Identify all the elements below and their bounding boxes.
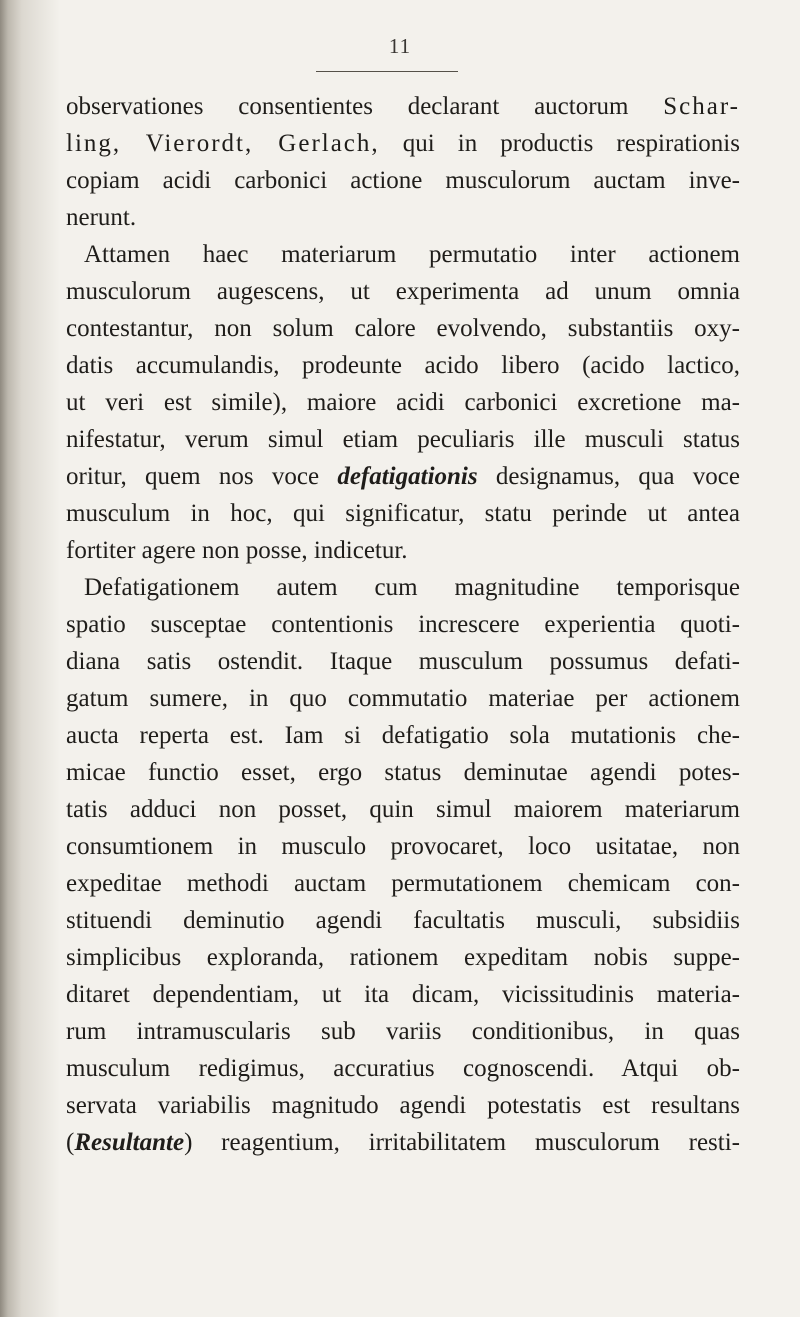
text-run: rum intramuscularis sub variis conditionibus, in quas xyxy=(66,1018,740,1045)
text-run: stituendi deminutio agendi facultatis musculi, subsidiis xyxy=(66,907,740,934)
text-run: ) reagentium, irritabilitatem musculorum resti- xyxy=(184,1129,740,1156)
text-run: tatis adduci non posset, quin simul maiorem materiarum xyxy=(66,796,740,823)
text-line xyxy=(66,828,740,865)
text-run: oritur, quem nos voce xyxy=(66,463,338,490)
text-line xyxy=(66,643,740,680)
text-run: micae functio esset, ergo status deminutae agendi potes- xyxy=(66,759,740,786)
text-line xyxy=(66,606,740,643)
body-text xyxy=(66,88,740,1161)
text-run: fortiter agere non posse, indicetur. xyxy=(66,537,408,564)
text-line xyxy=(66,791,740,828)
text-line xyxy=(66,199,740,236)
text-run: Schar- xyxy=(663,93,740,120)
text-run: copiam acidi carbonici actione musculorum auctam inve- xyxy=(66,167,740,194)
text-line xyxy=(66,236,740,273)
text-run: ut veri est simile), maiore acidi carbonici excretione ma- xyxy=(66,389,740,416)
text-line xyxy=(66,1013,740,1050)
emphasized-term: defatigationis xyxy=(337,463,478,490)
text-run: musculum in hoc, qui significatur, statu perinde ut antea xyxy=(66,500,740,527)
text-run: designamus, qua voce xyxy=(477,463,740,490)
text-line xyxy=(66,495,740,532)
text-run: expeditae methodi auctam permutationem chemicam con- xyxy=(66,870,740,897)
text-line xyxy=(66,717,740,754)
text-line xyxy=(66,1050,740,1087)
text-run: Defatigationem autem cum magnitudine temporisque xyxy=(84,574,740,601)
text-line xyxy=(66,384,740,421)
page-edge-shadow xyxy=(0,0,60,1317)
text-line xyxy=(66,680,740,717)
text-run: servata variabilis magnitudo agendi potestatis est resultans xyxy=(66,1092,740,1119)
text-line xyxy=(66,162,740,199)
text-line xyxy=(66,939,740,976)
text-line xyxy=(66,310,740,347)
text-run: gatum sumere, in quo commutatio materiae per actionem xyxy=(66,685,740,712)
text-run: consumtionem in musculo provocaret, loco usitatae, non xyxy=(66,833,740,860)
text-line xyxy=(66,754,740,791)
text-line xyxy=(66,976,740,1013)
text-run: datis accumulandis, prodeunte acido libero (acido lactico, xyxy=(66,352,740,379)
text-line xyxy=(66,347,740,384)
text-run: nerunt. xyxy=(66,204,137,231)
text-run: musculum redigimus, accuratius cognoscendi. Atqui ob- xyxy=(66,1055,740,1082)
text-run: ditaret dependentiam, ut ita dicam, vicissitudinis materia- xyxy=(66,981,740,1008)
text-line xyxy=(66,865,740,902)
text-run: Attamen haec materiarum permutatio inter actionem xyxy=(84,241,740,268)
text-run: spatio susceptae contentionis increscere experientia quoti- xyxy=(66,611,740,638)
text-run: simplicibus exploranda, rationem expeditam nobis suppe- xyxy=(66,944,740,971)
text-run: diana satis ostendit. Itaque musculum possumus defati- xyxy=(66,648,740,675)
text-run: nifestatur, verum simul etiam peculiaris ille musculi status xyxy=(66,426,740,453)
text-line xyxy=(66,1087,740,1124)
text-run: qui in productis respirationis xyxy=(379,130,740,157)
text-run: ling, Vierordt, Gerlach, xyxy=(66,130,380,157)
text-run: musculorum augescens, ut experimenta ad unum omnia xyxy=(66,278,740,305)
text-line xyxy=(66,569,740,606)
text-run: contestantur, non solum calore evolvendo, substantiis oxy- xyxy=(66,315,740,342)
emphasized-term: Resultante xyxy=(74,1129,185,1156)
text-line xyxy=(66,125,740,162)
page-number: 11 xyxy=(388,34,412,58)
text-line xyxy=(66,458,740,495)
text-line xyxy=(66,532,740,569)
text-line xyxy=(66,421,740,458)
text-run: aucta reperta est. Iam si defatigatio sola mutationis che- xyxy=(66,722,740,749)
text-line xyxy=(66,902,740,939)
text-line xyxy=(66,88,740,125)
text-run: observationes consentientes declarant auctorum xyxy=(66,93,664,120)
text-line xyxy=(66,273,740,310)
header-rule xyxy=(316,71,458,72)
text-run: ( xyxy=(66,1129,75,1156)
text-line xyxy=(66,1124,740,1161)
